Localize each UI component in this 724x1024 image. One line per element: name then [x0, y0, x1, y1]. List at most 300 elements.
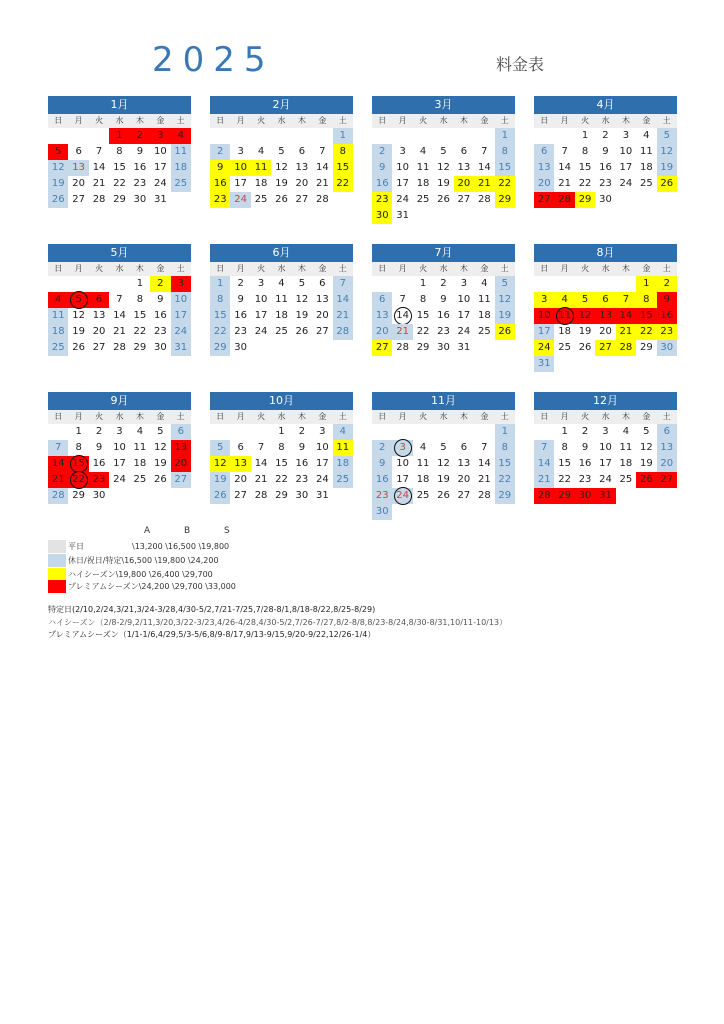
- empty-cell: [230, 424, 250, 440]
- day-cell: 30: [372, 208, 392, 224]
- day-grid: [534, 424, 677, 504]
- day-cell: 28: [254, 490, 268, 501]
- day-cell: 29: [416, 342, 430, 353]
- day-cell: 1: [75, 426, 82, 437]
- legend-swatch-premium: [48, 580, 66, 593]
- day-cell: 21: [534, 472, 554, 488]
- empty-cell: [210, 424, 230, 440]
- month-calendar: [210, 392, 353, 504]
- day-cell: 11: [554, 308, 574, 324]
- day-cell: 30: [92, 490, 106, 501]
- day-cell: 4: [481, 278, 488, 289]
- month-calendar: [372, 244, 515, 356]
- weekday-label: 月: [74, 116, 83, 125]
- day-cell: 12: [210, 456, 230, 472]
- month-header: 12月: [534, 392, 677, 410]
- notes: [48, 604, 507, 642]
- day-cell: 10: [619, 146, 633, 157]
- day-cell: 9: [372, 160, 392, 176]
- day-cell: 24: [619, 178, 633, 189]
- day-cell: 8: [136, 294, 144, 305]
- weekday-label: 月: [74, 412, 83, 421]
- day-cell: 16: [657, 308, 677, 324]
- day-cell: 31: [153, 194, 167, 205]
- empty-cell: [474, 128, 494, 144]
- day-cell: 10: [534, 308, 554, 324]
- day-grid: [210, 128, 353, 208]
- weekday-label: 月: [236, 264, 245, 273]
- day-cell: 16: [92, 458, 106, 469]
- weekday-label: 月: [560, 264, 569, 273]
- day-cell: 23: [578, 474, 592, 485]
- day-cell: 26: [210, 488, 230, 504]
- day-cell: 10: [113, 442, 126, 453]
- weekday-label: 火: [95, 116, 104, 125]
- day-cell: 26: [48, 192, 68, 208]
- day-cell: 28: [554, 192, 574, 208]
- day-cell: 19: [275, 178, 288, 189]
- day-cell: 7: [116, 294, 123, 305]
- day-cell: 18: [333, 456, 353, 472]
- weekday-label: 金: [642, 412, 651, 421]
- day-cell: 12: [639, 442, 653, 453]
- day-cell: 17: [599, 458, 612, 469]
- empty-cell: [68, 128, 88, 144]
- legend-label: プレミアムシーズン: [68, 582, 139, 591]
- day-cell: 10: [254, 294, 268, 305]
- day-cell: 17: [254, 310, 268, 321]
- day-cell: 10: [171, 292, 191, 308]
- day-cell: 7: [481, 442, 488, 453]
- weekday-label: 水: [439, 116, 448, 125]
- empty-cell: [534, 424, 554, 440]
- day-cell: 15: [333, 160, 353, 176]
- day-cell: 11: [251, 160, 271, 176]
- weekday-label: 火: [581, 264, 590, 273]
- day-cell: 1: [561, 426, 568, 437]
- day-cell: 1: [109, 128, 129, 144]
- weekday-label: 水: [115, 412, 124, 421]
- day-cell: 6: [460, 146, 468, 157]
- day-grid: [48, 424, 191, 504]
- weekday-label: 木: [135, 264, 144, 273]
- empty-cell: [474, 424, 494, 440]
- day-cell: 13: [68, 160, 88, 176]
- day-cell: 7: [534, 440, 554, 456]
- day-cell: 17: [457, 310, 471, 321]
- weekday-row: [372, 410, 515, 424]
- day-cell: 23: [599, 178, 612, 189]
- weekday-label: 木: [297, 412, 306, 421]
- weekday-label: 土: [176, 412, 185, 421]
- day-cell: 1: [581, 130, 589, 141]
- legend-swatch-weekday: [48, 540, 66, 553]
- weekday-label: 土: [176, 116, 185, 125]
- weekday-label: 木: [621, 264, 630, 273]
- day-cell: 18: [133, 458, 147, 469]
- day-cell: 9: [237, 294, 244, 305]
- day-cell: 22: [113, 178, 126, 189]
- weekday-label: 日: [378, 264, 387, 273]
- weekday-label: 日: [216, 264, 225, 273]
- weekday-label: 日: [54, 264, 63, 273]
- day-cell: 28: [477, 490, 491, 501]
- weekday-label: 月: [236, 116, 245, 125]
- day-cell: 2: [372, 144, 392, 160]
- year-title: 2025: [152, 40, 275, 80]
- legend-prices: \16,500 \19,800 \24,200: [121, 556, 219, 565]
- weekday-row: [210, 262, 353, 276]
- day-cell: 15: [495, 160, 515, 176]
- day-cell: 13: [534, 160, 554, 176]
- weekday-label: 水: [601, 116, 610, 125]
- day-cell: 21: [474, 176, 494, 192]
- day-cell: 5: [575, 292, 595, 308]
- month-calendar: [534, 244, 677, 372]
- day-cell: 13: [295, 162, 309, 173]
- day-cell: 27: [657, 472, 677, 488]
- day-cell: 27: [315, 326, 329, 337]
- day-cell: 24: [153, 178, 167, 189]
- day-cell: 5: [440, 146, 447, 157]
- day-cell: 31: [457, 342, 471, 353]
- day-cell: 23: [295, 474, 309, 485]
- day-cell: 29: [210, 340, 230, 356]
- weekday-label: 土: [338, 412, 347, 421]
- day-cell: 20: [454, 176, 474, 192]
- day-grid: [534, 276, 677, 372]
- month-header: 6月: [210, 244, 353, 262]
- empty-cell: [595, 276, 615, 292]
- legend-prices: \13,200 \16,500 \19,800: [132, 542, 230, 551]
- day-cell: 22: [495, 176, 515, 192]
- month-calendar: [48, 96, 191, 208]
- day-cell: 30: [295, 490, 309, 501]
- day-cell: 17: [113, 458, 126, 469]
- day-cell: 29: [72, 490, 85, 501]
- day-cell: 8: [210, 292, 230, 308]
- day-cell: 3: [392, 440, 412, 456]
- weekday-label: 水: [439, 412, 448, 421]
- day-cell: 26: [275, 194, 288, 205]
- weekday-label: 火: [95, 264, 104, 273]
- day-cell: 6: [372, 292, 392, 308]
- day-cell: 18: [275, 310, 288, 321]
- day-cell: 28: [616, 340, 636, 356]
- weekday-label: 火: [419, 412, 428, 421]
- weekday-label: 金: [318, 264, 327, 273]
- day-cell: 8: [278, 442, 285, 453]
- day-cell: 3: [534, 292, 554, 308]
- day-cell: 15: [68, 456, 88, 472]
- day-cell: 15: [275, 458, 288, 469]
- day-cell: 12: [657, 144, 677, 160]
- weekday-label: 火: [581, 412, 590, 421]
- weekday-label: 土: [500, 264, 509, 273]
- note-special-days: 特定日(2/10,2/24,3/21,3/24-3/28,4/30-5/2,7/21-7/25,7/28-8/1,8/18-8/22,8/25-8/29): [48, 605, 376, 614]
- day-cell: 26: [657, 176, 677, 192]
- day-cell: 25: [133, 474, 147, 485]
- empty-cell: [109, 276, 129, 292]
- weekday-row: [48, 410, 191, 424]
- day-cell: 5: [157, 426, 164, 437]
- month-header: 10月: [210, 392, 353, 410]
- empty-cell: [616, 276, 636, 292]
- month-calendar: [372, 96, 515, 224]
- day-cell: 1: [136, 278, 144, 289]
- day-cell: 15: [416, 310, 430, 321]
- day-cell: 29: [113, 194, 126, 205]
- weekday-label: 火: [257, 264, 266, 273]
- day-cell: 21: [92, 178, 106, 189]
- day-cell: 17: [315, 458, 329, 469]
- empty-cell: [48, 128, 68, 144]
- day-cell: 25: [639, 178, 653, 189]
- day-grid: [48, 128, 191, 208]
- day-cell: 7: [616, 292, 636, 308]
- weekday-label: 金: [642, 116, 651, 125]
- day-grid: [372, 276, 515, 356]
- legend-label: 休日/祝日/特定: [68, 556, 122, 565]
- weekday-label: 木: [621, 412, 630, 421]
- day-cell: 18: [416, 178, 430, 189]
- day-cell: 3: [150, 128, 170, 144]
- weekday-row: [372, 262, 515, 276]
- day-cell: 5: [440, 442, 447, 453]
- day-cell: 26: [72, 342, 85, 353]
- day-cell: 7: [399, 294, 406, 305]
- weekday-label: 水: [439, 264, 448, 273]
- legend-label: 平日: [68, 542, 84, 551]
- weekday-label: 金: [156, 264, 165, 273]
- empty-cell: [89, 276, 109, 292]
- day-cell: 9: [657, 292, 677, 308]
- note-high-season: ハイシーズン（2/8-2/9,2/11,3/20,3/22-3/23,4/26-4/28,4/30-5/2,7/26-7/27,8/2-8/8,8/23-8/24,8/30-8/31,10/11-10/13）: [48, 617, 508, 627]
- day-cell: 10: [599, 442, 612, 453]
- day-cell: 8: [75, 442, 82, 453]
- day-cell: 29: [554, 488, 574, 504]
- day-cell: 23: [210, 192, 230, 208]
- day-cell: 11: [171, 144, 191, 160]
- weekday-label: 火: [257, 116, 266, 125]
- day-cell: 23: [372, 192, 392, 208]
- empty-cell: [454, 424, 474, 440]
- day-cell: 13: [230, 456, 250, 472]
- day-cell: 5: [68, 292, 88, 308]
- day-cell: 16: [578, 458, 592, 469]
- weekday-label: 金: [318, 116, 327, 125]
- day-cell: 8: [495, 144, 515, 160]
- day-cell: 17: [153, 162, 167, 173]
- empty-cell: [433, 424, 453, 440]
- day-cell: 30: [599, 194, 612, 205]
- day-cell: 18: [619, 458, 633, 469]
- weekday-label: 日: [216, 412, 225, 421]
- empty-cell: [392, 276, 412, 292]
- day-cell: 9: [440, 294, 447, 305]
- day-cell: 5: [210, 440, 230, 456]
- day-cell: 15: [113, 162, 126, 173]
- day-cell: 16: [234, 310, 247, 321]
- day-cell: 12: [153, 442, 167, 453]
- day-cell: 1: [278, 426, 285, 437]
- day-cell: 22: [495, 472, 515, 488]
- day-cell: 4: [554, 292, 574, 308]
- day-cell: 6: [460, 442, 468, 453]
- legend-prices: \19,800 \26,400 \29,700: [115, 570, 213, 579]
- day-cell: 21: [392, 324, 412, 340]
- empty-cell: [48, 424, 68, 440]
- day-cell: 3: [399, 146, 406, 157]
- month-calendar: [210, 96, 353, 208]
- day-cell: 6: [171, 424, 191, 440]
- legend-label: ハイシーズン: [68, 570, 116, 579]
- day-cell: 20: [372, 324, 392, 340]
- day-cell: 17: [534, 324, 554, 340]
- day-cell: 14: [534, 456, 554, 472]
- day-cell: 6: [237, 442, 244, 453]
- legend-col-b: B: [184, 526, 191, 536]
- day-cell: 16: [372, 472, 392, 488]
- day-cell: 20: [534, 176, 554, 192]
- day-cell: 3: [171, 276, 191, 292]
- day-cell: 30: [234, 342, 247, 353]
- day-cell: 15: [636, 308, 656, 324]
- day-cell: 4: [257, 146, 265, 157]
- day-cell: 15: [133, 310, 147, 321]
- day-cell: 17: [171, 308, 191, 324]
- day-cell: 20: [234, 474, 247, 485]
- weekday-label: 土: [662, 264, 671, 273]
- month-header: 9月: [48, 392, 191, 410]
- day-cell: 2: [298, 426, 306, 437]
- weekday-row: [534, 114, 677, 128]
- weekday-label: 木: [459, 264, 468, 273]
- day-cell: 3: [257, 278, 265, 289]
- weekday-label: 月: [560, 116, 569, 125]
- day-cell: 10: [153, 146, 167, 157]
- day-cell: 20: [171, 456, 191, 472]
- day-cell: 11: [477, 294, 491, 305]
- weekday-label: 火: [257, 412, 266, 421]
- day-cell: 2: [372, 440, 392, 456]
- day-cell: 8: [495, 440, 515, 456]
- day-cell: 24: [392, 488, 412, 504]
- day-cell: 16: [599, 162, 612, 173]
- weekday-row: [210, 410, 353, 424]
- day-cell: 13: [595, 308, 615, 324]
- day-cell: 5: [298, 278, 306, 289]
- weekday-row: [372, 114, 515, 128]
- day-cell: 28: [477, 194, 491, 205]
- day-cell: 2: [602, 130, 609, 141]
- day-cell: 4: [419, 442, 427, 453]
- weekday-row: [48, 262, 191, 276]
- day-cell: 11: [639, 146, 653, 157]
- day-cell: 8: [333, 144, 353, 160]
- day-cell: 29: [133, 342, 147, 353]
- day-cell: 22: [68, 472, 88, 488]
- day-cell: 24: [230, 192, 250, 208]
- day-cell: 7: [257, 442, 265, 453]
- day-cell: 9: [372, 456, 392, 472]
- day-cell: 29: [639, 342, 653, 353]
- weekday-label: 水: [115, 116, 124, 125]
- day-cell: 22: [578, 178, 592, 189]
- day-cell: 6: [319, 278, 326, 289]
- empty-cell: [48, 276, 68, 292]
- day-cell: 24: [599, 474, 612, 485]
- day-cell: 1: [333, 128, 353, 144]
- day-cell: 1: [495, 128, 515, 144]
- day-cell: 18: [558, 326, 571, 337]
- legend-col-s: S: [224, 526, 230, 536]
- day-cell: 11: [619, 442, 633, 453]
- day-cell: 13: [315, 294, 329, 305]
- day-cell: 27: [92, 342, 106, 353]
- weekday-label: 土: [338, 264, 347, 273]
- day-cell: 16: [437, 310, 450, 321]
- day-cell: 14: [113, 310, 126, 321]
- day-cell: 28: [48, 488, 68, 504]
- day-cell: 26: [437, 490, 450, 501]
- empty-cell: [292, 128, 312, 144]
- day-cell: 20: [599, 326, 612, 337]
- empty-cell: [271, 128, 291, 144]
- day-cell: 19: [72, 326, 85, 337]
- day-cell: 11: [416, 458, 430, 469]
- day-cell: 2: [150, 276, 170, 292]
- legend-row-weekday: [48, 540, 229, 553]
- day-cell: 25: [558, 342, 571, 353]
- month-header: 11月: [372, 392, 515, 410]
- day-cell: 13: [457, 458, 471, 469]
- weekday-row: [534, 410, 677, 424]
- day-cell: 2: [581, 426, 589, 437]
- weekday-label: 水: [277, 412, 286, 421]
- legend-row-premium: [48, 580, 236, 593]
- weekday-label: 日: [540, 116, 549, 125]
- weekday-label: 土: [662, 116, 671, 125]
- day-cell: 29: [275, 490, 288, 501]
- day-cell: 23: [153, 326, 167, 337]
- day-cell: 4: [333, 424, 353, 440]
- day-cell: 21: [113, 326, 126, 337]
- day-cell: 1: [419, 278, 427, 289]
- day-cell: 25: [275, 326, 288, 337]
- day-cell: 13: [457, 162, 471, 173]
- day-cell: 23: [437, 326, 450, 337]
- empty-cell: [413, 128, 433, 144]
- day-cell: 12: [495, 292, 515, 308]
- day-cell: 3: [602, 426, 609, 437]
- day-cell: 25: [333, 472, 353, 488]
- weekday-label: 月: [74, 264, 83, 273]
- day-cell: 30: [657, 340, 677, 356]
- weekday-label: 日: [540, 264, 549, 273]
- day-cell: 30: [153, 342, 167, 353]
- weekday-label: 土: [338, 116, 347, 125]
- day-cell: 7: [319, 146, 326, 157]
- day-cell: 25: [48, 340, 68, 356]
- legend-swatch-holiday: [48, 554, 66, 567]
- day-cell: 28: [315, 194, 329, 205]
- weekday-label: 土: [662, 412, 671, 421]
- day-cell: 11: [133, 442, 147, 453]
- day-cell: 18: [639, 162, 653, 173]
- weekday-label: 水: [601, 264, 610, 273]
- day-cell: 2: [130, 128, 150, 144]
